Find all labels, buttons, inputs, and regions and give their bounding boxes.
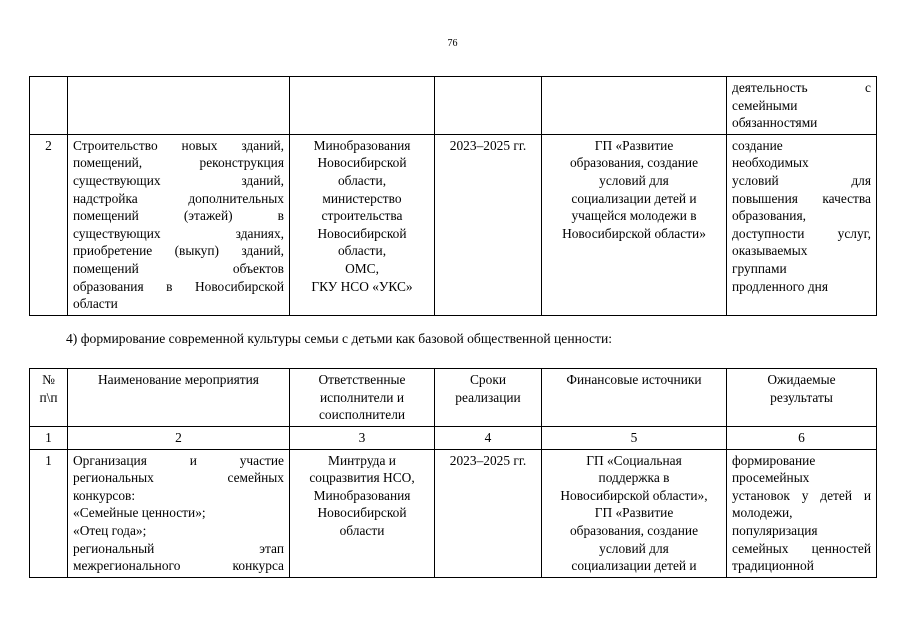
cell-name (68, 77, 290, 135)
responsible-line: области, (337, 243, 387, 259)
header-line: Ответственные (318, 372, 406, 387)
name-line: существующих зданиях, (73, 225, 284, 241)
finance-line: учащейся молодежи в (571, 208, 697, 224)
results-line: популяризация (732, 522, 818, 538)
name-line: межрегионального конкурса (73, 558, 284, 574)
name-line: надстройка дополнительных (73, 190, 284, 206)
responsible-line: Минобразования (313, 487, 411, 503)
finance-line: поддержка в (598, 470, 670, 486)
finance-line: ГП «Социальная (586, 452, 682, 468)
header-finance: Финансовые источники (542, 369, 727, 427)
cell-finance (542, 77, 727, 135)
results-line: молодежи, (732, 505, 793, 521)
measures-table (29, 368, 877, 578)
responsible-line: Минтруда и (328, 452, 396, 468)
finance-line: образования, создание (569, 155, 699, 171)
responsible-line: ГКУ НСО «УКС» (311, 278, 413, 294)
table-row (30, 134, 877, 315)
index-cell: 3 (290, 427, 435, 450)
table-row-continuation (30, 77, 877, 135)
cell-results (727, 134, 877, 315)
results-line: условий для (732, 172, 871, 188)
cell-finance (542, 449, 727, 577)
index-cell: 4 (435, 427, 542, 450)
index-cell: 1 (30, 427, 68, 450)
results-line: образования, (732, 208, 806, 224)
results-line: повышения качества (732, 190, 871, 206)
results-line: семейных ценностей (732, 540, 871, 556)
responsible-line: области (339, 522, 385, 538)
header-line: п\п (39, 389, 58, 405)
finance-line: социализации детей и (571, 190, 697, 206)
cell-name (68, 134, 290, 315)
header-line: исполнители и (320, 389, 404, 405)
header-line: Ожидаемые (767, 372, 836, 387)
name-line: «Семейные ценности»; (73, 505, 206, 521)
finance-line: социализации детей и (571, 558, 697, 574)
index-cell: 6 (727, 427, 877, 450)
results-line: создание (732, 137, 783, 153)
cell-terms: 2023–2025 гг. (435, 449, 542, 577)
responsible-line: строительства (321, 208, 403, 224)
header-num (30, 369, 68, 427)
finance-line: образования, создание (569, 522, 699, 538)
results-line: традиционной (732, 558, 814, 574)
table-index-row (30, 427, 877, 450)
responsible-line: соцразвития НСО, (309, 470, 415, 486)
cell-num (30, 77, 68, 135)
section-heading: 4) формирование современной культуры семьи с детьми как базовой общественной ценности: (66, 331, 613, 346)
cell-results (727, 449, 877, 577)
responsible-line: Минобразования (313, 137, 411, 153)
cell-responsible (290, 134, 435, 315)
results-line: семейными (732, 97, 798, 113)
responsible-line: ОМС, (345, 260, 379, 276)
cell-name (68, 449, 290, 577)
finance-line: Новосибирской области» (562, 225, 706, 241)
header-terms (435, 369, 542, 427)
cell-finance (542, 134, 727, 315)
cell-terms (435, 77, 542, 135)
name-line: существующих зданий, (73, 172, 284, 188)
table-header-row (30, 369, 877, 427)
results-line: группами (732, 260, 787, 276)
header-name: Наименование мероприятия (68, 369, 290, 427)
finance-line: условий для (599, 540, 669, 556)
results-line: формирование (732, 452, 816, 468)
responsible-line: министерство (322, 190, 402, 206)
finance-line: условий для (599, 172, 669, 188)
results-line: просемейных (732, 470, 810, 486)
cell-num: 1 (30, 449, 68, 577)
header-line: № (42, 372, 55, 387)
table-row (30, 449, 877, 577)
header-line: реализации (455, 389, 521, 405)
name-line: конкурсов: (73, 487, 136, 503)
index-cell: 5 (542, 427, 727, 450)
cell-responsible (290, 449, 435, 577)
name-line: региональных семейных (73, 470, 284, 486)
page-number: 76 (447, 38, 458, 49)
responsible-line: Новосибирской (317, 155, 407, 171)
name-line: «Отец года»; (73, 522, 147, 538)
finance-line: ГП «Развитие (594, 505, 674, 521)
name-line: области (73, 296, 118, 312)
results-line: необходимых (732, 155, 809, 171)
header-line: результаты (770, 389, 833, 405)
name-line: помещений (этажей) в (73, 208, 284, 224)
cell-responsible (290, 77, 435, 135)
results-line: обязанностями (732, 115, 818, 131)
header-line: Сроки (470, 372, 506, 387)
name-line: Строительство новых зданий, (73, 137, 284, 153)
header-results (727, 369, 877, 427)
responsible-line: области, (337, 172, 387, 188)
finance-line: Новосибирской области», (560, 487, 708, 503)
results-line: оказываемых (732, 243, 808, 259)
results-line: установок у детей и (732, 487, 871, 503)
results-line: доступности услуг, (732, 225, 871, 241)
measures-table-continued (29, 76, 877, 316)
name-line: помещений, реконструкция (73, 155, 284, 171)
name-line: региональный этап (73, 540, 284, 556)
name-line: помещений объектов (73, 260, 284, 276)
cell-results (727, 77, 877, 135)
name-line: приобретение (выкуп) зданий, (73, 243, 284, 259)
cell-num: 2 (30, 134, 68, 315)
header-responsible (290, 369, 435, 427)
finance-line: ГП «Развитие (594, 137, 674, 153)
header-line: соисполнители (318, 407, 406, 423)
name-line: образования в Новосибирской (73, 278, 284, 294)
name-line: Организация и участие (73, 452, 284, 468)
results-line: продленного дня (732, 278, 828, 294)
results-line: деятельность с (732, 80, 871, 95)
responsible-line: Новосибирской (317, 505, 407, 521)
cell-terms: 2023–2025 гг. (435, 134, 542, 315)
responsible-line: Новосибирской (317, 225, 407, 241)
index-cell: 2 (68, 427, 290, 450)
